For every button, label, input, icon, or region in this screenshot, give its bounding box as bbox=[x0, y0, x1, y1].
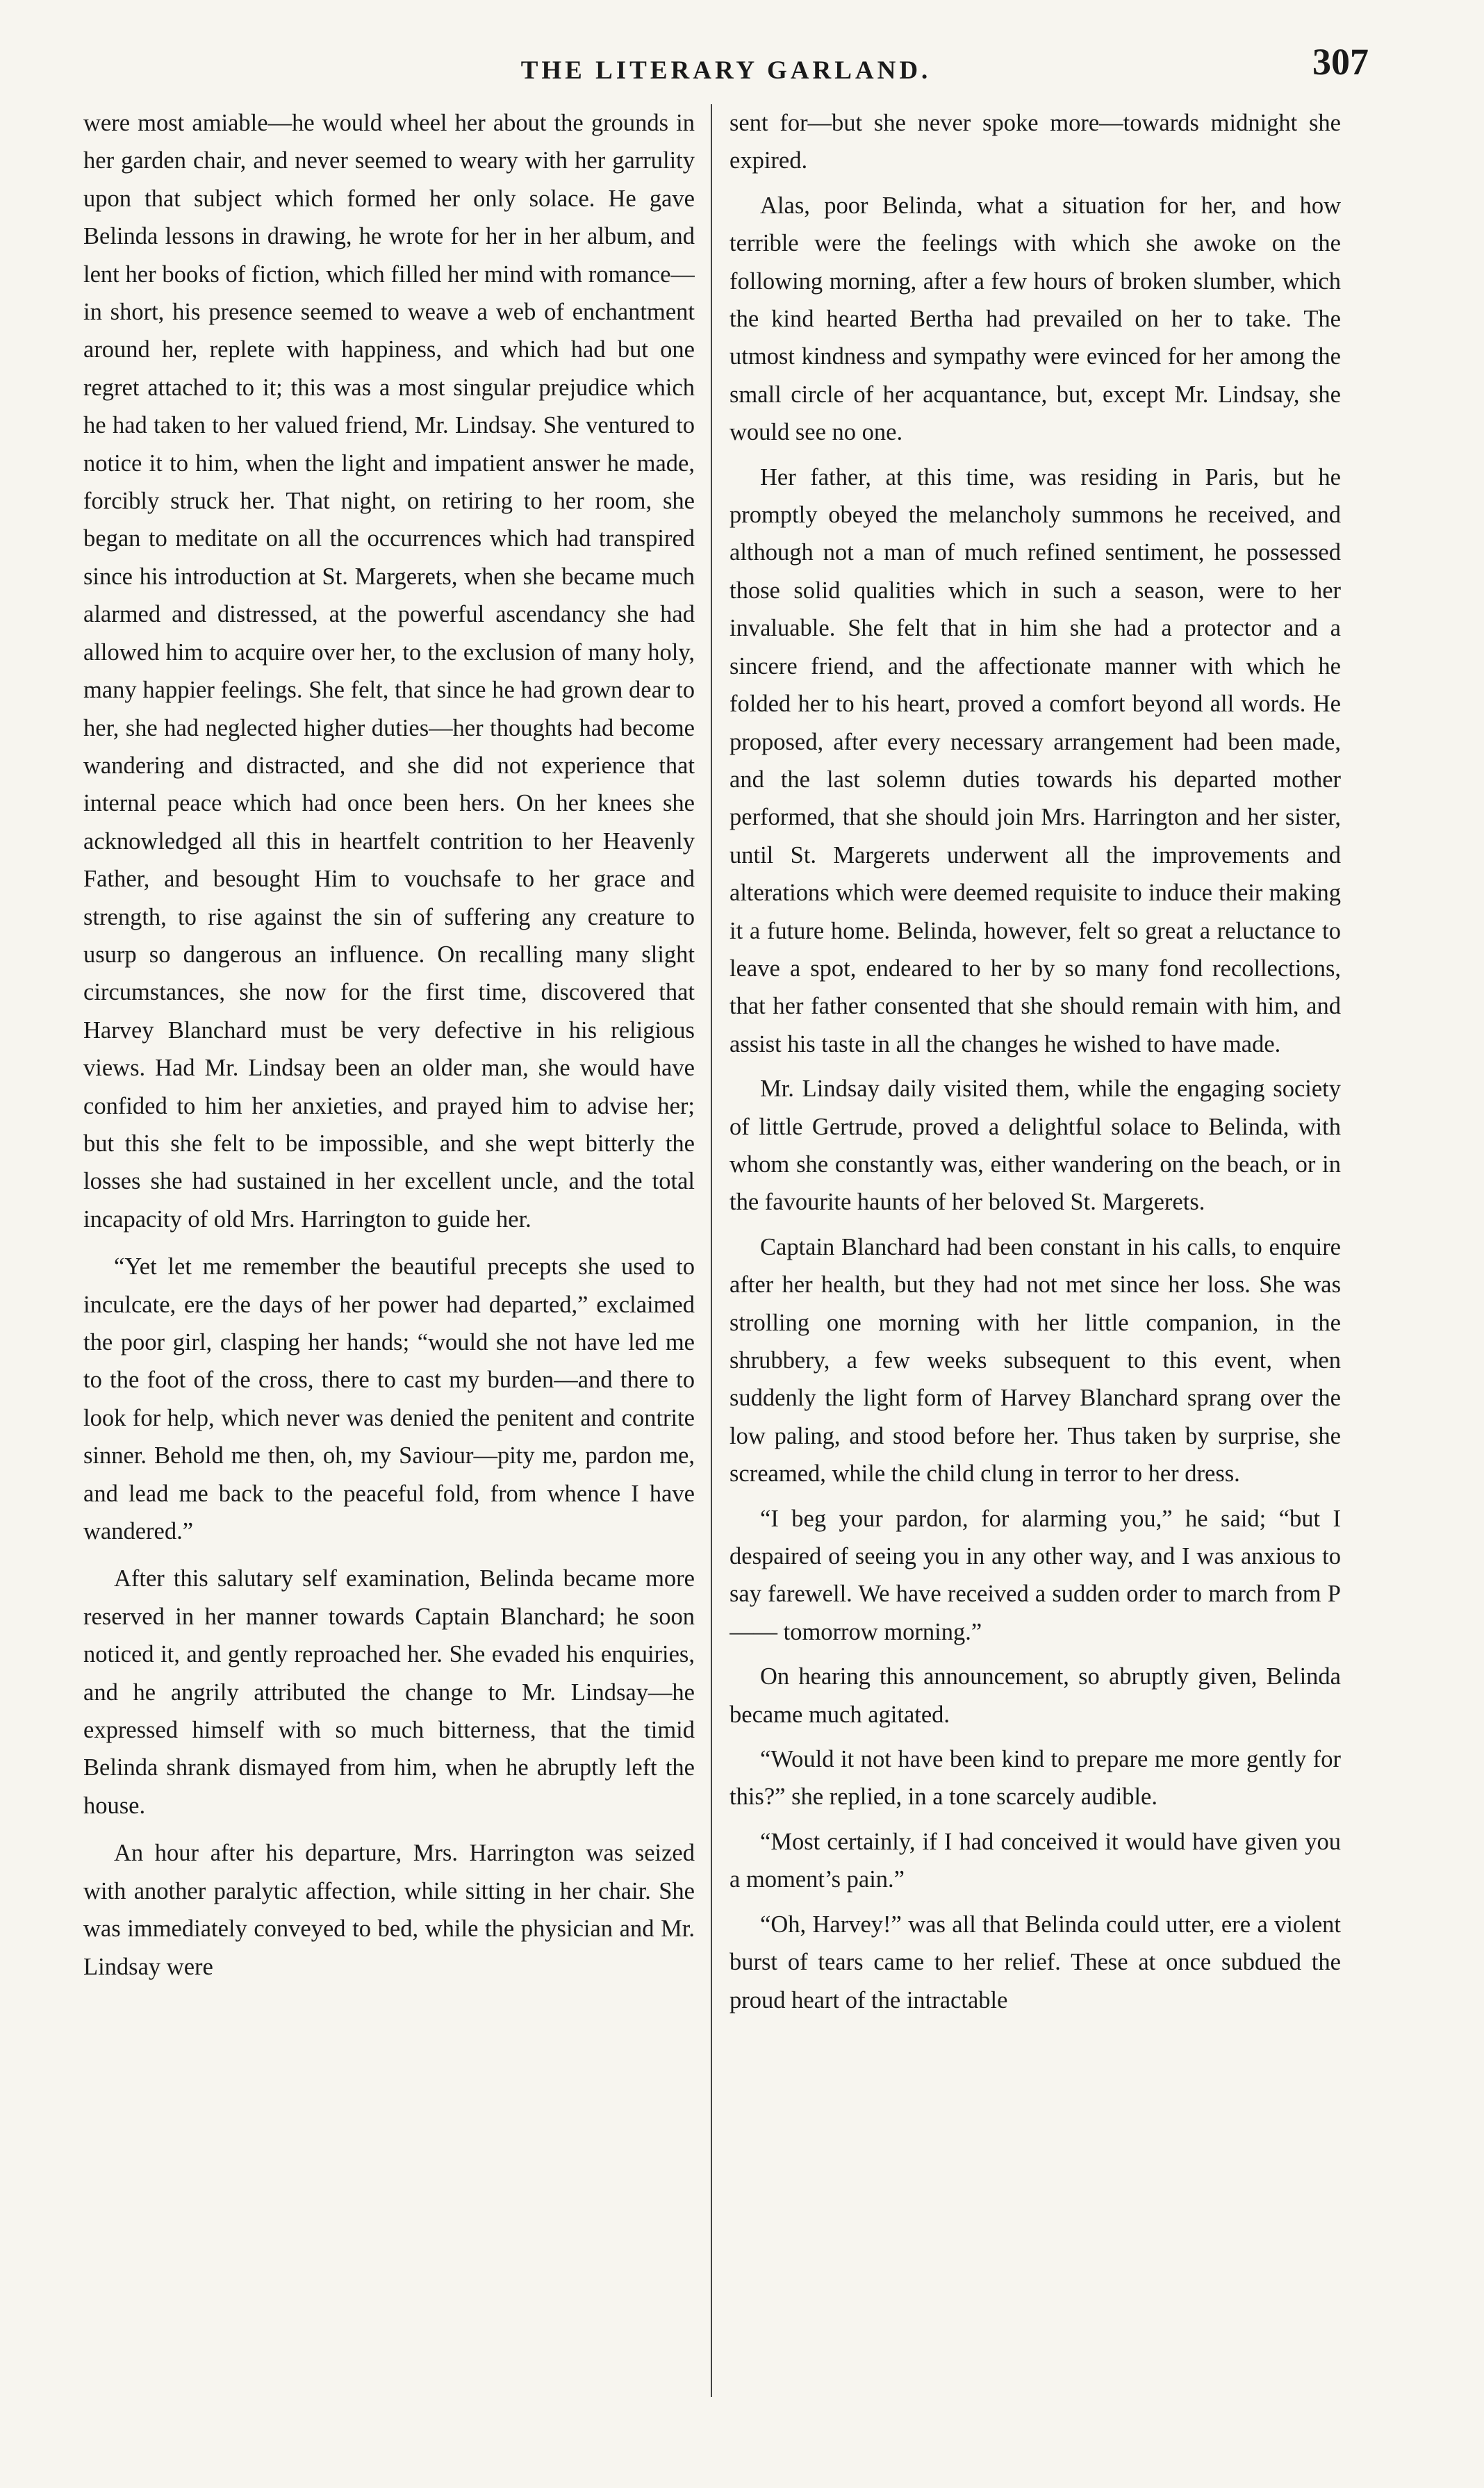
paragraph: “Most certainly, if I had conceived it would have given you a moment’s pain.” bbox=[729, 1828, 1341, 1893]
paragraph: “Yet let me remember the beautiful precepts she used to inculcate, ere the days of her power had departed,” exclaimed the poor girl, clasping her hands; “would she not have led me to the foot of the cross, there to cast my burden—and there to look for help, which never was denied the penitent and contrite sinner. Behold me then, oh, my Saviour—pity me, pardon me, and lead me back to the peaceful fold, from whence I have wandered.” bbox=[83, 1253, 695, 1545]
paragraph: Alas, poor Belinda, what a situation for her, and how terrible were the feelings with which she awoke on the following morning, after a few hours of broken slumber, which the kind hearted Bertha had prevailed on her to take. The utmost kindness and sympathy were evinced for her among the small circle of her acquantance, but, except Mr. Lindsay, she would see no one. bbox=[729, 192, 1341, 446]
paragraph: “Oh, Harvey!” was all that Belinda could utter, ere a violent burst of tears came to her relief. These at once subdued the proud heart of the intractable bbox=[729, 1911, 1341, 2013]
running-title: THE LITERARY GARLAND. bbox=[520, 56, 932, 85]
text-columns bbox=[83, 104, 1369, 2432]
left-column bbox=[83, 104, 695, 2425]
paragraph: were most amiable—he would wheel her about the grounds in her garden chair, and never seemed to weary with her garrulity upon that subject which formed her only solace. He gave Belinda lessons in drawing, he wrote for her in her album, and lent her books of fiction, which filled her mind with romance—in short, his presence seemed to weave a web of enchantment around her, replete with happiness, and which had but one regret attached to it; this was a most singular prejudice which he had taken to her valued friend, Mr. Lindsay. She ventured to notice it to him, when the light and impatient answer he made, forcibly struck her. That night, on retiring to her room, she began to meditate on all the occurrences which had transpired since his introduction at St. Margerets, when she became much alarmed and distressed, at the powerful ascendancy she had allowed him to acquire over her, to the exclusion of many holy, many happier feelings. She felt, that since he had grown dear to her, she had neglected higher duties—her thoughts had become wandering and distracted, and she did not experience that internal peace which had once been hers. On her knees she acknowledged all this in heartfelt contrition to her Heavenly Father, and besought Him to vouchsafe to her grace and strength, to rise against the sin of suffering any creature to usurp so dangerous an influence. On recalling many slight circumstances, she now for the first time, discovered that Harvey Blanchard must be very defective in his religious views. Had Mr. Lindsay been an older man, she would have confided to him her anxieties, and prayed him to advise her; but this she felt to be impossible, and she wept bitterly the losses she had sustained in her excellent uncle, and the total incapacity of old Mrs. Harrington to guide her. bbox=[83, 110, 695, 1233]
paragraph: On hearing this announcement, so abruptly given, Belinda became much agitated. bbox=[729, 1663, 1341, 1728]
paragraph: sent for—but she never spoke more—towards midnight she expired. bbox=[729, 110, 1341, 174]
column-divider bbox=[711, 104, 712, 2397]
page-number: 307 bbox=[1312, 41, 1369, 83]
paragraph: After this salutary self examination, Belinda became more reserved in her manner towards Captain Blanchard; he soon noticed it, and gently reproached her. She evaded his enquiries, and he angrily attributed the change to Mr. Lindsay—he expressed himself with so much bitterness, that the timid Belinda shrank dismayed from him, when he abruptly left the house. bbox=[83, 1565, 695, 1819]
paragraph: “Would it not have been kind to prepare me more gently for this?” she replied, in a tone scarcely audible. bbox=[729, 1746, 1341, 1811]
paragraph: Her father, at this time, was residing in Paris, but he promptly obeyed the melancholy summons he received, and although not a man of much refined sentiment, he possessed those solid qualities which in such a season, were to her invaluable. She felt that in him she had a protector and a sincere friend, and the affectionate manner with which he folded her to his heart, proved a comfort beyond all words. He proposed, after every necessary arrangement had been made, and the last solemn duties towards his departed mother performed, that she should join Mrs. Harrington and her sister, until St. Margerets underwent all the improvements and alterations which were deemed requisite to induce their making it a future home. Belinda, however, felt so great a reluctance to leave a spot, endeared to her by so many fond recollections, that her father consented that she should remain with him, and assist his taste in all the changes he wished to have made. bbox=[729, 463, 1341, 1057]
paragraph: Captain Blanchard had been constant in his calls, to enquire after her health, but they had not met since her loss. She was strolling one morning with her little companion, in the shrubbery, a few weeks subsequent to this event, when suddenly the light form of Harvey Blanchard sprang over the low paling, and stood before her. Thus taken by surprise, she screamed, while the child clung in terror to her dress. bbox=[729, 1233, 1341, 1488]
page-header bbox=[83, 40, 1369, 103]
paragraph: Mr. Lindsay daily visited them, while the engaging society of little Gertrude, proved a delightful solace to Belinda, with whom she constantly was, either wandering on the beach, or in the favourite haunts of her beloved St. Margerets. bbox=[729, 1076, 1341, 1216]
right-column bbox=[729, 104, 1341, 2425]
paragraph: An hour after his departure, Mrs. Harrington was seized with another paralytic affection, while sitting in her chair. She was immediately conveyed to bed, while the physician and Mr. Lindsay were bbox=[83, 1840, 695, 1980]
paragraph: “I beg your pardon, for alarming you,” he said; “but I despaired of seeing you in any other way, and I was anxious to say farewell. We have received a sudden order to march from P—— tomorrow morning.” bbox=[729, 1505, 1341, 1645]
